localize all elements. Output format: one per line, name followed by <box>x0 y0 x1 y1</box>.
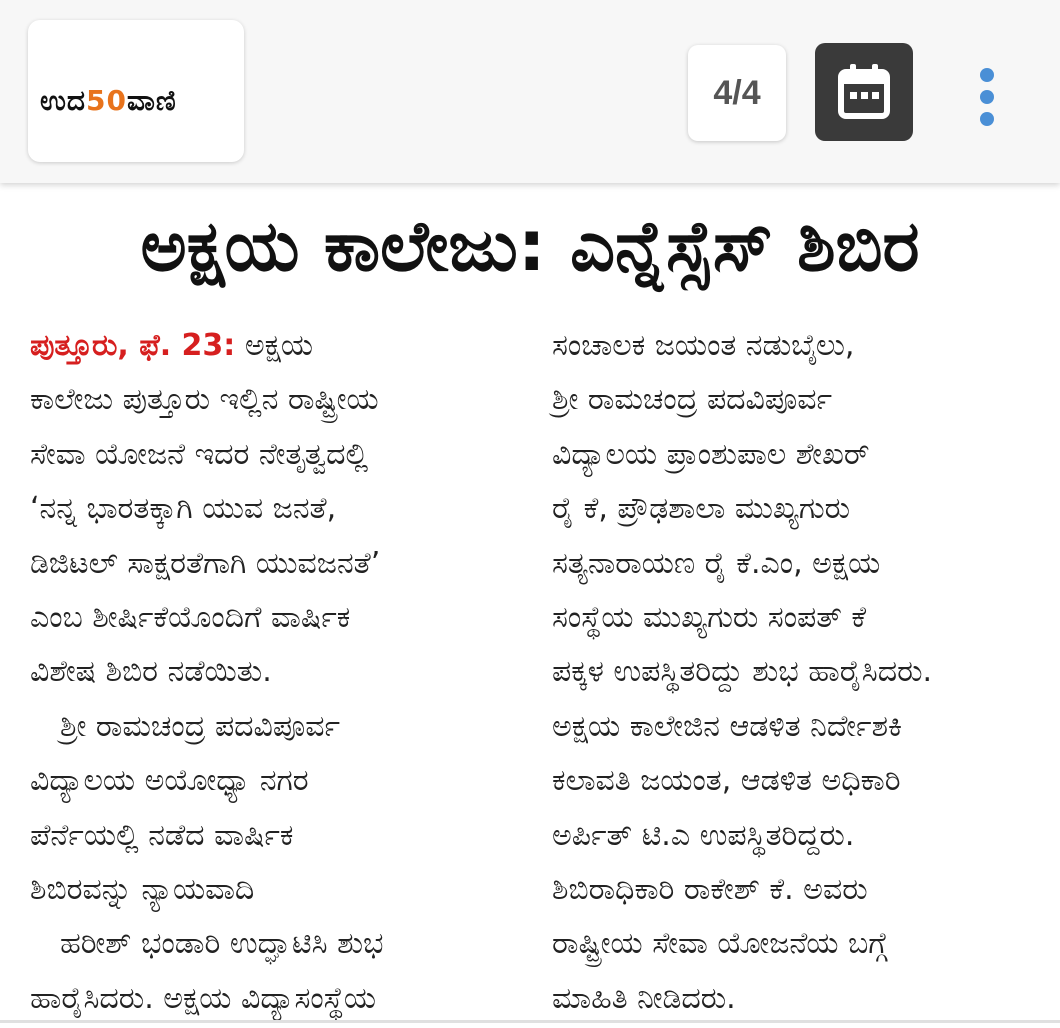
more-options-button[interactable] <box>960 62 1014 132</box>
article-line <box>30 319 510 373</box>
page-indicator-label: 4/4 <box>713 73 761 112</box>
article-line: ಹಾರೈಸಿದರು. ಅಕ್ಷಯ ವಿದ್ಯಾಸಂಸ್ಥೆಯ <box>30 980 376 1016</box>
divider <box>0 1020 1060 1023</box>
article-line: ವಿದ್ಯಾಲಯ ಅಯೋಧ್ಯಾ ನಗರ <box>30 763 309 799</box>
app-header <box>0 0 1060 183</box>
article-line: ವಿದ್ಯಾಲಯ ಪ್ರಾಂಶುಪಾಲ ಶೇಖರ್ <box>552 436 870 472</box>
article-column-left <box>30 319 510 1026</box>
article-line: ಡಿಜಿಟಲ್ ಸಾಕ್ಷರತೆಗಾಗಿ ಯುವಜನತೆ’ <box>30 545 381 581</box>
publication-logo-card[interactable] <box>28 20 244 162</box>
article-line: ಶಿಬಿರವನ್ನು ನ್ಯಾಯವಾದಿ <box>30 871 255 907</box>
article-line: ಪಕ್ಕಳ ಉಪಸ್ಥಿತರಿದ್ದು ಶುಭ ಹಾರೈಸಿದರು. <box>552 654 933 690</box>
article-line: ಸೇವಾ ಯೋಜನೆ ಇದರ ನೇತೃತ್ವದಲ್ಲಿ <box>30 436 369 472</box>
page-indicator-button[interactable] <box>688 45 786 141</box>
article-line: ಶಿಬಿರಾಧಿಕಾರಿ ರಾಕೇಶ್ ಕೆ. ಅವರು <box>552 871 868 907</box>
article-line: ‘ನನ್ನ ಭಾರತಕ್ಕಾಗಿ ಯುವ ಜನತೆ, <box>30 491 337 527</box>
article-line: ಸತ್ಯನಾರಾಯಣ ರೈ ಕೆ.ಎಂ, ಅಕ್ಷಯ <box>552 545 881 581</box>
article-dateline: ಪುತ್ತೂರು, ಫೆ. 23: <box>30 328 236 363</box>
article-line: ರೈ ಕೆ, ಪ್ರೌಢಶಾಲಾ ಮುಖ್ಯಗುರು <box>552 491 851 527</box>
article-headline: ಅಕ್ಷಯ ಕಾಲೇಜು: ಎನ್ನೆಸ್ಸೆಸ್ ಶಿಬಿರ <box>140 205 920 287</box>
article-line: ಶ್ರೀ ರಾಮಚಂದ್ರ ಪದವಿಪೂರ್ವ <box>552 382 833 418</box>
article-column-right <box>552 319 1032 1026</box>
newspaper-clipping <box>0 183 1060 1028</box>
article-line: ಸಂಚಾಲಕ ಜಯಂತ ನಡುಬೈಲು, <box>552 328 855 363</box>
logo-accent: 50 <box>86 84 127 117</box>
article-line: ಮಾಹಿತಿ ನೀಡಿದರು. <box>552 980 736 1016</box>
article-line: ರಾಷ್ಟ್ರೀಯ ಸೇವಾ ಯೋಜನೆಯ ಬಗ್ಗೆ <box>552 926 888 962</box>
calendar-icon <box>836 62 892 122</box>
article-line: ಪೆರ್ನೆಯಲ್ಲಿ ನಡೆದ ವಾರ್ಷಿಕ <box>30 817 294 853</box>
more-vertical-icon <box>977 65 997 129</box>
article-line: ಎಂಬ ಶೀರ್ಷಿಕೆಯೊಂದಿಗೆ ವಾರ್ಷಿಕ <box>30 599 351 635</box>
article-line: ಕಲಾವತಿ ಜಯಂತ, ಆಡಳಿತ ಅಧಿಕಾರಿ <box>552 763 901 799</box>
article-line: ಶ್ರೀ ರಾಮಚಂದ್ರ ಪದವಿಪೂರ್ವ <box>60 708 341 744</box>
logo-suffix: ವಾಣಿ <box>127 84 177 117</box>
logo-prefix: ಉದ <box>40 84 87 117</box>
article-line: ಅಕ್ಷಯ ಕಾಲೇಜಿನ ಆಡಳಿತ ನಿರ್ದೇಶಕಿ <box>552 708 903 744</box>
udayavani-logo <box>40 84 177 118</box>
article-line: ಕಾಲೇಜು ಪುತ್ತೂರು ಇಲ್ಲಿನ ರಾಷ್ಟ್ರೀಯ <box>30 382 379 418</box>
article-line: ವಿಶೇಷ ಶಿಬಿರ ನಡೆಯಿತು. <box>30 654 272 690</box>
article-line-text: ಅಕ್ಷಯ <box>235 328 313 363</box>
article-line: ಅರ್ಪಿತ್ ಟಿ.ಎ ಉಪಸ್ಥಿತರಿದ್ದರು. <box>552 817 855 853</box>
article-line: ಹರೀಶ್ ಭಂಡಾರಿ ಉದ್ಘಾಟಿಸಿ ಶುಭ <box>60 926 384 962</box>
article-line: ಸಂಸ್ಥೆಯ ಮುಖ್ಯಗುರು ಸಂಪತ್ ಕೆ <box>552 599 867 635</box>
calendar-button[interactable] <box>815 43 913 141</box>
